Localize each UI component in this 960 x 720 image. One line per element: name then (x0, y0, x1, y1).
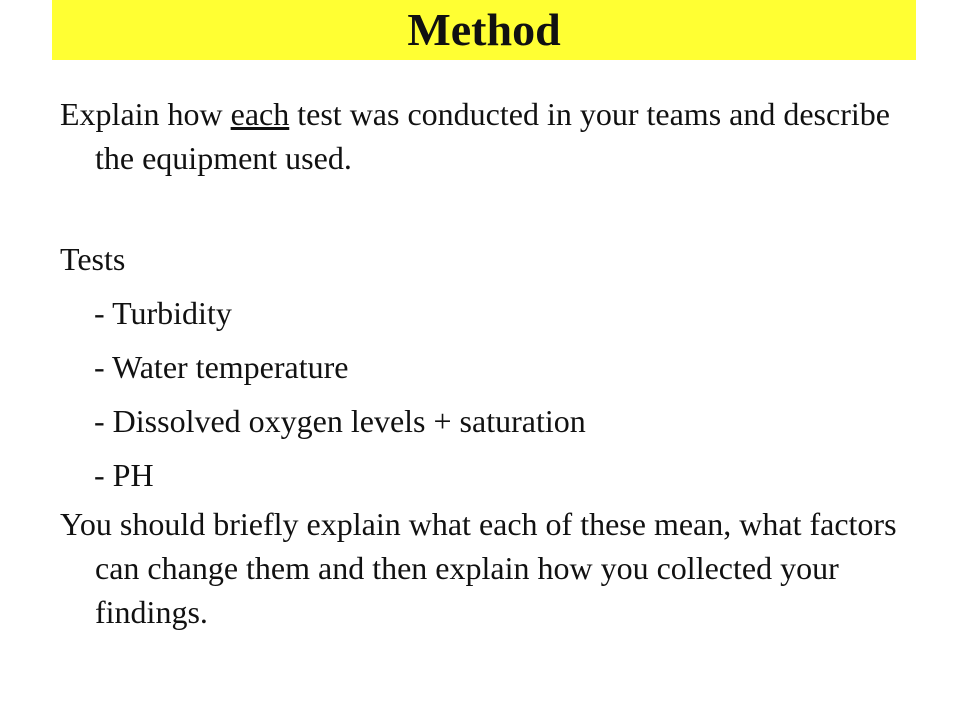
closing-paragraph: You should briefly explain what each of these mean, what factors can change them and then explain how you collected your findings. (60, 506, 897, 630)
test-item-water-temperature: - Water temperature (94, 349, 349, 385)
intro-text-start: Explain how (60, 96, 231, 132)
slide-body (60, 92, 930, 634)
title-banner (52, 0, 916, 60)
intro-paragraph (60, 92, 930, 180)
test-item-ph: - PH (94, 457, 154, 493)
test-item-dissolved-oxygen: - Dissolved oxygen levels + saturation (94, 403, 586, 439)
intro-emphasis: each (230, 96, 290, 132)
slide-title: Method (407, 4, 561, 55)
tests-heading: Tests (60, 241, 126, 277)
test-item-turbidity: - Turbidity (94, 295, 232, 331)
intro-text-end: test was conducted in your teams and describe the equipment used. (95, 96, 890, 176)
